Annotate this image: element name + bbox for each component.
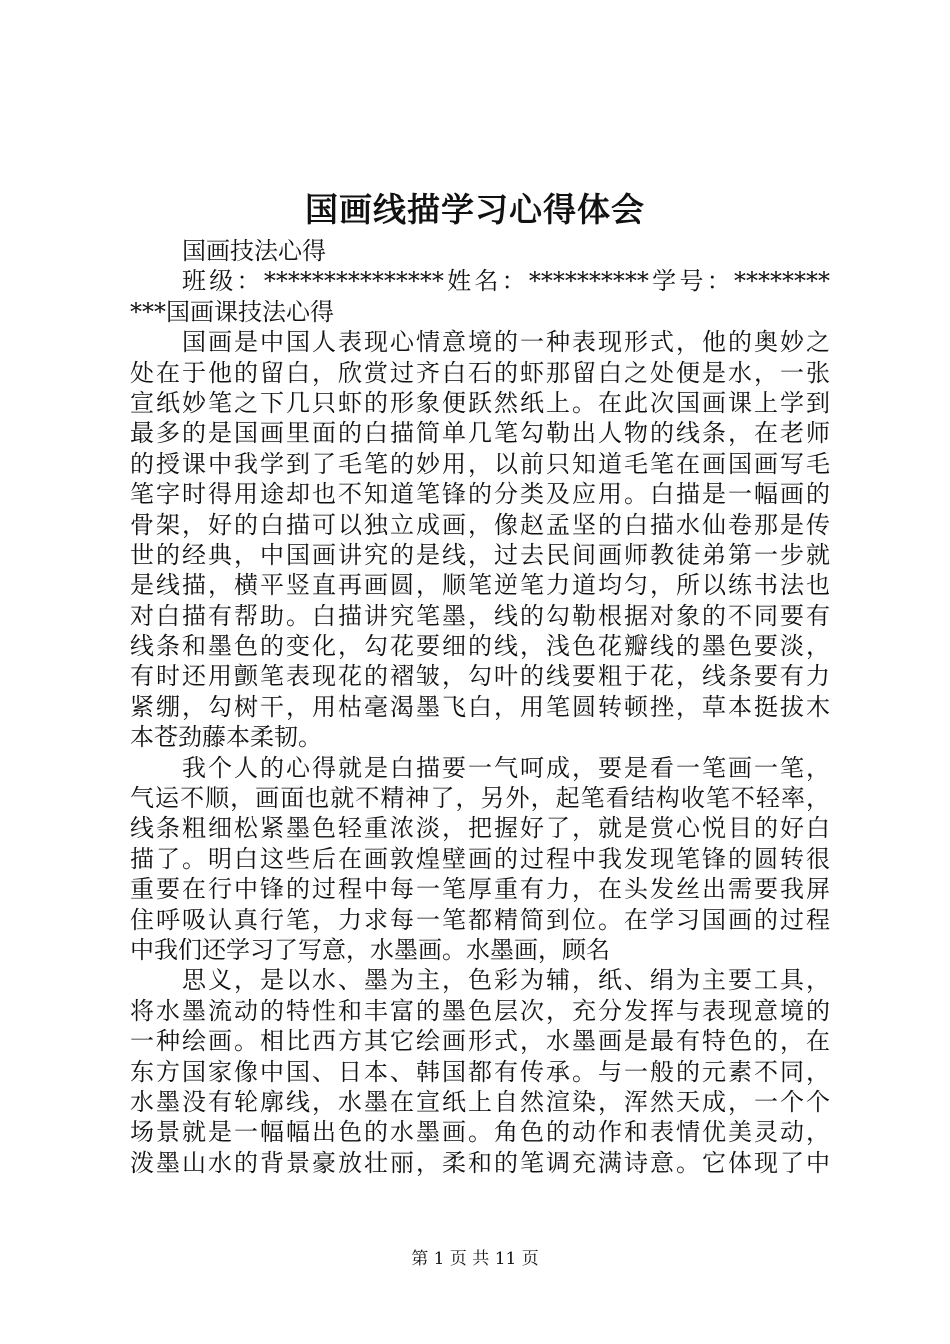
text-line: 线条粗细松紧墨色轻重浓淡，把握好了，就是赏心悦目的好白	[130, 814, 830, 843]
text-line: 住呼吸认真行笔，力求每一笔都精简到位。在学习国画的过程	[130, 905, 830, 934]
text-line: 场景就是一幅幅出色的水墨画。角色的动作和表情优美灵动，	[130, 1118, 830, 1147]
text-line: 一种绘画。相比西方其它绘画形式，水墨画是最有特色的，在	[130, 1027, 830, 1056]
text-line: 骨架，好的白描可以独立成画，像赵孟坚的白描水仙卷那是传	[130, 510, 830, 539]
text-line: 重要在行中锋的过程中每一笔厚重有力，在头发丝出需要我屏	[130, 875, 830, 904]
text-line: 描了。明白这些后在画敦煌壁画的过程中我发现笔锋的圆转很	[130, 844, 830, 873]
text-line: 宣纸妙笔之下几只虾的形象便跃然纸上。在此次国画课上学到	[130, 388, 830, 417]
page-footer: 第 1 页 共 11 页	[411, 1249, 539, 1269]
text-line: 中我们还学习了写意，水墨画。水墨画，顾名	[130, 935, 610, 964]
text-line: 水墨没有轮廓线，水墨在宣纸上自然渲染，浑然天成，一个个	[130, 1087, 830, 1116]
text-line: 东方国家像中国、日本、韩国都有传承。与一般的元素不同，	[130, 1057, 830, 1086]
text-line: 将水墨流动的特性和丰富的墨色层次，充分发挥与表现意境的	[130, 996, 830, 1025]
text-line: 是线描，横平竖直再画圆，顺笔逆笔力道均匀，所以练书法也	[130, 571, 830, 600]
text-line: 有时还用颤笔表现花的褶皱，勾叶的线要粗于花，线条要有力	[130, 662, 830, 691]
text-line: 班级：***************姓名：**********学号：********	[182, 267, 830, 296]
text-line: 对白描有帮助。白描讲究笔墨，线的勾勒根据对象的不同要有	[130, 601, 830, 630]
text-line: 最多的是国画里面的白描简单几笔勾勒出人物的线条，在老师	[130, 419, 830, 448]
text-line: ***国画课技法心得	[130, 297, 334, 326]
text-line: 我个人的心得就是白描要一气呵成，要是看一笔画一笔，	[182, 753, 830, 782]
text-line: 本苍劲藤本柔韧。	[130, 723, 322, 752]
document-title: 国画线描学习心得体会	[305, 190, 645, 229]
text-line: 思义，是以水、墨为主，色彩为辅，纸、绢为主要工具，	[182, 966, 830, 995]
text-line: 泼墨山水的背景豪放壮丽，柔和的笔调充满诗意。它体现了中	[130, 1148, 830, 1177]
text-line: 线条和墨色的变化，勾花要细的线，浅色花瓣线的墨色要淡，	[130, 632, 830, 661]
text-line: 笔字时得用途却也不知道笔锋的分类及应用。白描是一幅画的	[130, 480, 830, 509]
document-body	[130, 236, 830, 1178]
text-line: 紧绷，勾树干，用枯毫渴墨飞白，用笔圆转顿挫，草本挺拔木	[130, 692, 830, 721]
text-line: 国画技法心得	[182, 237, 326, 265]
text-line: 世的经典，中国画讲究的是线，过去民间画师教徒弟第一步就	[130, 540, 830, 569]
text-line: 的授课中我学到了毛笔的妙用，以前只知道毛笔在画国画写毛	[130, 449, 830, 478]
text-line: 国画是中国人表现心情意境的一种表现形式，他的奥妙之	[182, 328, 830, 357]
text-line: 气运不顺，画面也就不精神了，另外，起笔看结构收笔不轻率，	[130, 784, 830, 813]
text-line: 处在于他的留白，欣赏过齐白石的虾那留白之处便是水，一张	[130, 358, 830, 387]
